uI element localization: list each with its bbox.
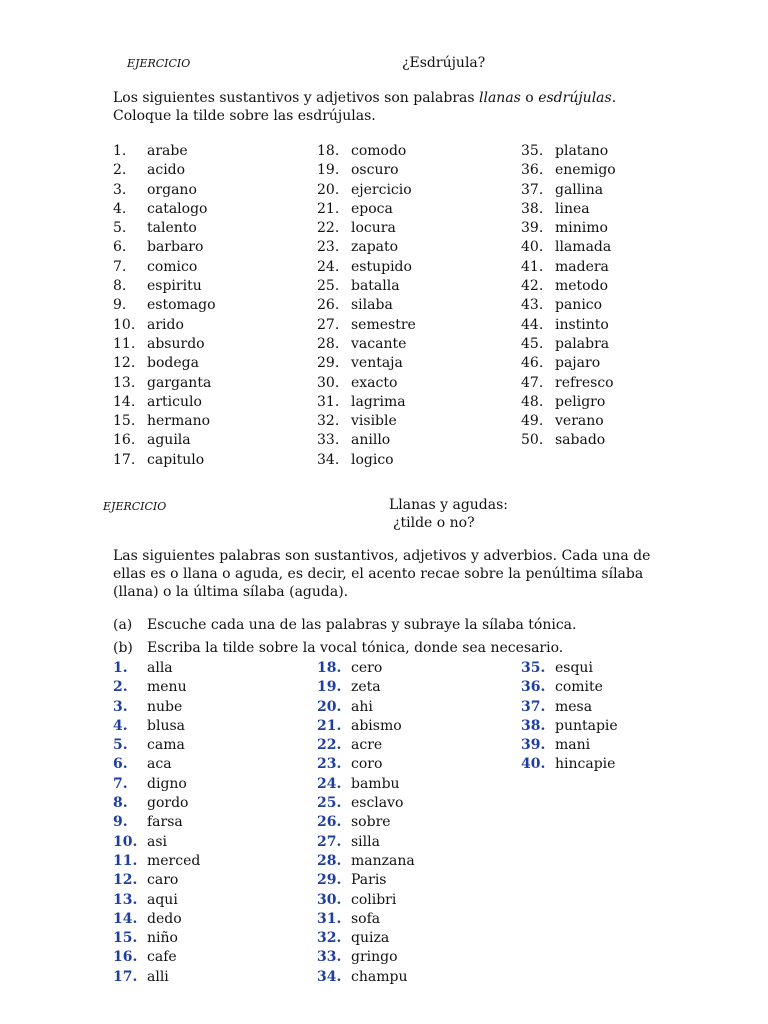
item-word: hermano: [147, 413, 211, 430]
item-number: 39.: [521, 220, 544, 237]
word-list-item: [317, 277, 416, 296]
item-number: 24.: [317, 258, 340, 275]
word-list-item: [113, 258, 216, 277]
word-list-item: [113, 431, 216, 450]
word-list-item: [113, 736, 200, 755]
exercise-title-2-line1: Llanas y agudas:: [389, 497, 509, 513]
item-number: 17.: [113, 451, 136, 468]
word-list-item: [317, 775, 415, 794]
exercise-intro-1: Los siguientes sustantivos y adjetivos son palabras llanas o esdrújulas. Coloque la tilde sobre las esdrújulas.: [113, 90, 617, 124]
item-word: nube: [147, 698, 183, 715]
word-list-item: [113, 910, 200, 929]
item-number: 8.: [113, 278, 127, 295]
word-list-item: [113, 794, 200, 813]
item-word: comodo: [351, 143, 407, 159]
item-word: farsa: [147, 814, 183, 831]
word-list-item: [521, 717, 618, 736]
word-list-column-2: [317, 659, 415, 987]
item-word: batalla: [351, 278, 400, 295]
item-number: 3.: [113, 698, 128, 715]
word-list-item: [521, 736, 618, 755]
item-word: exacto: [351, 374, 398, 391]
item-word: lagrima: [351, 393, 406, 410]
item-word: panico: [555, 297, 603, 314]
item-number: 7.: [113, 258, 127, 275]
item-number: 15.: [113, 413, 136, 430]
word-list-item: [317, 871, 415, 890]
item-word: refresco: [555, 374, 614, 391]
word-list-item: [317, 451, 416, 470]
word-list-item: [113, 659, 200, 678]
item-number: 7.: [113, 775, 128, 792]
item-word: madera: [555, 258, 609, 275]
word-list-item: [317, 698, 415, 717]
word-list-item: [317, 412, 416, 431]
item-number: 28.: [317, 852, 342, 869]
item-number: 15.: [113, 930, 138, 947]
item-word: blusa: [147, 717, 185, 734]
item-word: abismo: [351, 717, 402, 734]
item-word: comite: [555, 679, 603, 696]
exercise-label-2: EJERCICIO: [103, 500, 167, 513]
item-number: 27.: [317, 833, 342, 850]
item-word: linea: [555, 200, 590, 217]
item-number: 22.: [317, 737, 342, 754]
word-list-item: [317, 238, 416, 257]
item-word: esclavo: [351, 795, 404, 812]
word-list-item: [317, 181, 416, 200]
word-list-item: [317, 755, 415, 774]
item-number: 34.: [317, 451, 340, 468]
item-number: 29.: [317, 872, 342, 889]
word-list-item: [521, 238, 616, 257]
item-word: sofa: [351, 910, 381, 927]
item-word: Paris: [351, 872, 387, 889]
item-number: 29.: [317, 355, 340, 372]
word-list-item: [113, 393, 216, 412]
item-word: puntapie: [555, 717, 618, 734]
item-word: absurdo: [147, 335, 205, 352]
item-number: 16.: [113, 432, 136, 449]
word-list-item: [317, 910, 415, 929]
item-number: 5.: [113, 737, 128, 754]
word-list-item: [521, 296, 616, 315]
item-number: 44.: [521, 316, 544, 333]
word-list-item: [317, 678, 415, 697]
item-word: ventaja: [351, 355, 403, 372]
item-number: 11.: [113, 852, 138, 869]
item-number: 25.: [317, 795, 342, 812]
item-word: alli: [147, 968, 169, 985]
item-word: arido: [147, 316, 184, 333]
item-word: pajaro: [555, 355, 601, 372]
item-number: 32.: [317, 413, 340, 430]
item-word: colibri: [351, 891, 397, 908]
item-number: 49.: [521, 413, 544, 430]
item-word: logico: [351, 451, 394, 468]
item-number: 1.: [113, 660, 128, 676]
item-word: arabe: [147, 143, 188, 159]
word-list-item: [113, 316, 216, 335]
word-list-item: [317, 948, 415, 967]
item-number: 28.: [317, 335, 340, 352]
item-word: llamada: [555, 239, 612, 256]
item-number: 31.: [317, 393, 340, 410]
item-word: anillo: [351, 432, 391, 449]
exercise-title-2-line2: ¿tilde o no?: [393, 515, 475, 531]
item-word: comico: [147, 258, 198, 275]
item-number: 33.: [317, 949, 342, 966]
item-word: enemigo: [555, 162, 616, 179]
item-word: alla: [147, 660, 173, 676]
item-number: 23.: [317, 239, 340, 256]
item-word: verano: [555, 413, 604, 430]
item-word: cama: [147, 737, 185, 754]
word-list-item: [113, 296, 216, 315]
word-list-item: [113, 161, 216, 180]
word-list-item: [113, 948, 200, 967]
item-number: 16.: [113, 949, 138, 966]
item-word: capitulo: [147, 451, 205, 468]
item-number: 27.: [317, 316, 340, 333]
item-word: visible: [351, 413, 397, 430]
word-list-item: [113, 200, 216, 219]
word-list-item: [521, 412, 616, 431]
word-list-item: [317, 717, 415, 736]
item-number: 35.: [521, 143, 544, 159]
word-list-item: [113, 871, 200, 890]
word-list-item: [317, 161, 416, 180]
word-list-item: [521, 161, 616, 180]
item-number: 23.: [317, 756, 342, 773]
exercise-title-1: ¿Esdrújula?: [402, 55, 486, 71]
word-list-item: [113, 929, 200, 948]
item-word: gordo: [147, 795, 189, 812]
word-list-item: [113, 277, 216, 296]
item-number: 45.: [521, 335, 544, 352]
item-word: silla: [351, 833, 380, 850]
item-number: 13.: [113, 374, 136, 391]
item-word: niño: [147, 930, 178, 947]
item-word: asi: [147, 833, 168, 850]
word-list-item: [113, 412, 216, 431]
item-word: menu: [147, 679, 187, 696]
word-list-item: [317, 891, 415, 910]
item-number: 19.: [317, 679, 342, 696]
item-number: 36.: [521, 162, 544, 179]
word-list-item: [521, 678, 618, 697]
word-list-item: [317, 431, 416, 450]
instruction-b: (b) Escriba la tilde sobre la vocal tónica, donde sea necesario.: [113, 640, 564, 656]
exercise-label-1: EJERCICIO: [127, 57, 191, 70]
word-list-column-3: [521, 142, 616, 451]
word-list-column-3: [521, 659, 618, 775]
item-number: 38.: [521, 200, 544, 217]
item-number: 34.: [317, 968, 342, 985]
item-number: 48.: [521, 393, 544, 410]
item-number: 14.: [113, 393, 136, 410]
item-word: platano: [555, 143, 609, 159]
word-list-item: [521, 219, 616, 238]
item-word: acido: [147, 162, 186, 179]
word-list-item: [113, 181, 216, 200]
item-number: 20.: [317, 698, 342, 715]
item-number: 13.: [113, 891, 138, 908]
word-list-item: [113, 813, 200, 832]
item-word: coro: [351, 756, 383, 773]
word-list-item: [317, 393, 416, 412]
word-list-item: [317, 316, 416, 335]
item-number: 6.: [113, 239, 127, 256]
item-word: aguila: [147, 432, 191, 449]
item-word: bodega: [147, 355, 199, 372]
word-list-item: [113, 852, 200, 871]
word-list-item: [521, 374, 616, 393]
word-list-item: [521, 316, 616, 335]
item-word: semestre: [351, 316, 416, 333]
item-number: 9.: [113, 814, 128, 831]
item-number: 38.: [521, 717, 546, 734]
exercise-intro-2: Las siguientes palabras son sustantivos, adjetivos y adverbios. Cada una de ellas es o llana o aguda, es decir, el acento recae sobre la penúltima sílaba (llana) o la última sílaba (aguda).: [113, 548, 651, 600]
item-number: 8.: [113, 795, 128, 812]
item-number: 14.: [113, 910, 138, 927]
item-word: cero: [351, 660, 383, 676]
word-list-column-1: [113, 659, 200, 987]
word-list-item: [113, 451, 216, 470]
word-list-item: [521, 335, 616, 354]
word-list-item: [317, 335, 416, 354]
item-word: gallina: [555, 181, 604, 198]
item-word: aqui: [147, 891, 178, 908]
item-number: 26.: [317, 814, 342, 831]
word-list-item: [521, 181, 616, 200]
item-number: 21.: [317, 717, 342, 734]
item-word: ahi: [351, 698, 373, 715]
item-word: cafe: [147, 949, 177, 966]
item-number: 40.: [521, 756, 546, 773]
word-list-item: [521, 393, 616, 412]
item-number: 33.: [317, 432, 340, 449]
item-word: instinto: [555, 316, 609, 333]
item-number: 43.: [521, 297, 544, 314]
word-list-item: [113, 335, 216, 354]
item-number: 2.: [113, 679, 128, 696]
word-list-item: [317, 659, 415, 678]
item-number: 24.: [317, 775, 342, 792]
word-list-item: [317, 142, 416, 161]
word-list-item: [317, 794, 415, 813]
item-number: 22.: [317, 220, 340, 237]
word-list-item: [113, 219, 216, 238]
item-word: minimo: [555, 220, 608, 237]
item-word: aca: [147, 756, 172, 773]
item-word: acre: [351, 737, 383, 754]
item-number: 18.: [317, 660, 342, 676]
item-number: 35.: [521, 660, 546, 676]
item-word: catalogo: [147, 200, 208, 217]
item-word: organo: [147, 181, 197, 198]
item-number: 2.: [113, 162, 127, 179]
item-word: ejercicio: [351, 181, 412, 198]
item-word: bambu: [351, 775, 400, 792]
item-number: 47.: [521, 374, 544, 391]
item-word: champu: [351, 968, 408, 985]
word-list-item: [317, 929, 415, 948]
word-list-item: [521, 659, 618, 678]
word-list-item: [521, 431, 616, 450]
item-word: espiritu: [147, 278, 202, 295]
item-word: palabra: [555, 335, 610, 352]
word-list-item: [317, 736, 415, 755]
word-list-item: [521, 755, 618, 774]
item-word: silaba: [351, 297, 393, 314]
item-number: 5.: [113, 220, 127, 237]
item-number: 12.: [113, 872, 138, 889]
item-number: 39.: [521, 737, 546, 754]
word-list-item: [113, 968, 200, 987]
word-list-item: [521, 354, 616, 373]
word-list-item: [521, 698, 618, 717]
word-list-item: [113, 717, 200, 736]
item-number: 30.: [317, 374, 340, 391]
item-number: 37.: [521, 698, 546, 715]
item-number: 31.: [317, 910, 342, 927]
item-word: caro: [147, 872, 179, 889]
word-list-item: [317, 374, 416, 393]
item-number: 4.: [113, 717, 128, 734]
word-list-item: [317, 219, 416, 238]
item-word: peligro: [555, 393, 606, 410]
instruction-a: (a) Escuche cada una de las palabras y subraye la sílaba tónica.: [113, 617, 577, 633]
item-number: 6.: [113, 756, 128, 773]
item-number: 18.: [317, 143, 340, 159]
item-number: 26.: [317, 297, 340, 314]
word-list-column-2: [317, 142, 416, 470]
word-list-item: [317, 852, 415, 871]
item-number: 41.: [521, 258, 544, 275]
item-number: 1.: [113, 143, 127, 159]
word-list-column-1: [113, 142, 216, 470]
item-number: 25.: [317, 278, 340, 295]
item-word: zeta: [351, 679, 381, 696]
word-list-item: [317, 813, 415, 832]
item-word: mesa: [555, 698, 593, 715]
item-number: 9.: [113, 297, 127, 314]
item-number: 50.: [521, 432, 544, 449]
item-word: vacante: [351, 335, 407, 352]
item-word: quiza: [351, 930, 390, 947]
item-word: estupido: [351, 258, 412, 275]
item-number: 20.: [317, 181, 340, 198]
word-list-item: [317, 258, 416, 277]
item-word: articulo: [147, 393, 202, 410]
word-list-item: [113, 354, 216, 373]
item-word: metodo: [555, 278, 609, 295]
item-number: 10.: [113, 316, 136, 333]
item-number: 3.: [113, 181, 127, 198]
item-word: locura: [351, 220, 396, 237]
item-number: 19.: [317, 162, 340, 179]
item-number: 10.: [113, 833, 138, 850]
item-number: 4.: [113, 200, 127, 217]
item-number: 32.: [317, 930, 342, 947]
item-word: sobre: [351, 814, 391, 831]
word-list-item: [113, 698, 200, 717]
word-list-item: [317, 296, 416, 315]
word-list-item: [521, 277, 616, 296]
word-list-item: [521, 200, 616, 219]
word-list-item: [113, 833, 200, 852]
word-list-item: [113, 374, 216, 393]
item-word: barbaro: [147, 239, 204, 256]
word-list-item: [317, 833, 415, 852]
item-number: 11.: [113, 335, 136, 352]
word-list-item: [113, 891, 200, 910]
item-word: gringo: [351, 949, 398, 966]
item-word: manzana: [351, 852, 415, 869]
word-list-item: [113, 775, 200, 794]
item-word: zapato: [351, 239, 399, 256]
item-number: 36.: [521, 679, 546, 696]
word-list-item: [317, 354, 416, 373]
item-word: estomago: [147, 297, 216, 314]
word-list-item: [317, 200, 416, 219]
word-list-item: [317, 968, 415, 987]
item-number: 12.: [113, 355, 136, 372]
word-list-item: [521, 258, 616, 277]
item-word: esqui: [555, 660, 593, 676]
item-word: hincapie: [555, 756, 616, 773]
item-number: 40.: [521, 239, 544, 256]
word-list-item: [113, 238, 216, 257]
item-number: 42.: [521, 278, 544, 295]
item-word: oscuro: [351, 162, 399, 179]
word-list-item: [113, 678, 200, 697]
item-word: mani: [555, 737, 591, 754]
item-word: talento: [147, 220, 197, 237]
item-number: 21.: [317, 200, 340, 217]
item-number: 46.: [521, 355, 544, 372]
item-word: dedo: [147, 910, 182, 927]
item-number: 17.: [113, 968, 138, 985]
word-list-item: [521, 142, 616, 161]
item-number: 37.: [521, 181, 544, 198]
word-list-item: [113, 142, 216, 161]
word-list-item: [113, 755, 200, 774]
item-word: merced: [147, 852, 201, 869]
item-word: sabado: [555, 432, 606, 449]
item-number: 30.: [317, 891, 342, 908]
item-word: epoca: [351, 200, 393, 217]
item-word: digno: [147, 775, 187, 792]
item-word: garganta: [147, 374, 212, 391]
